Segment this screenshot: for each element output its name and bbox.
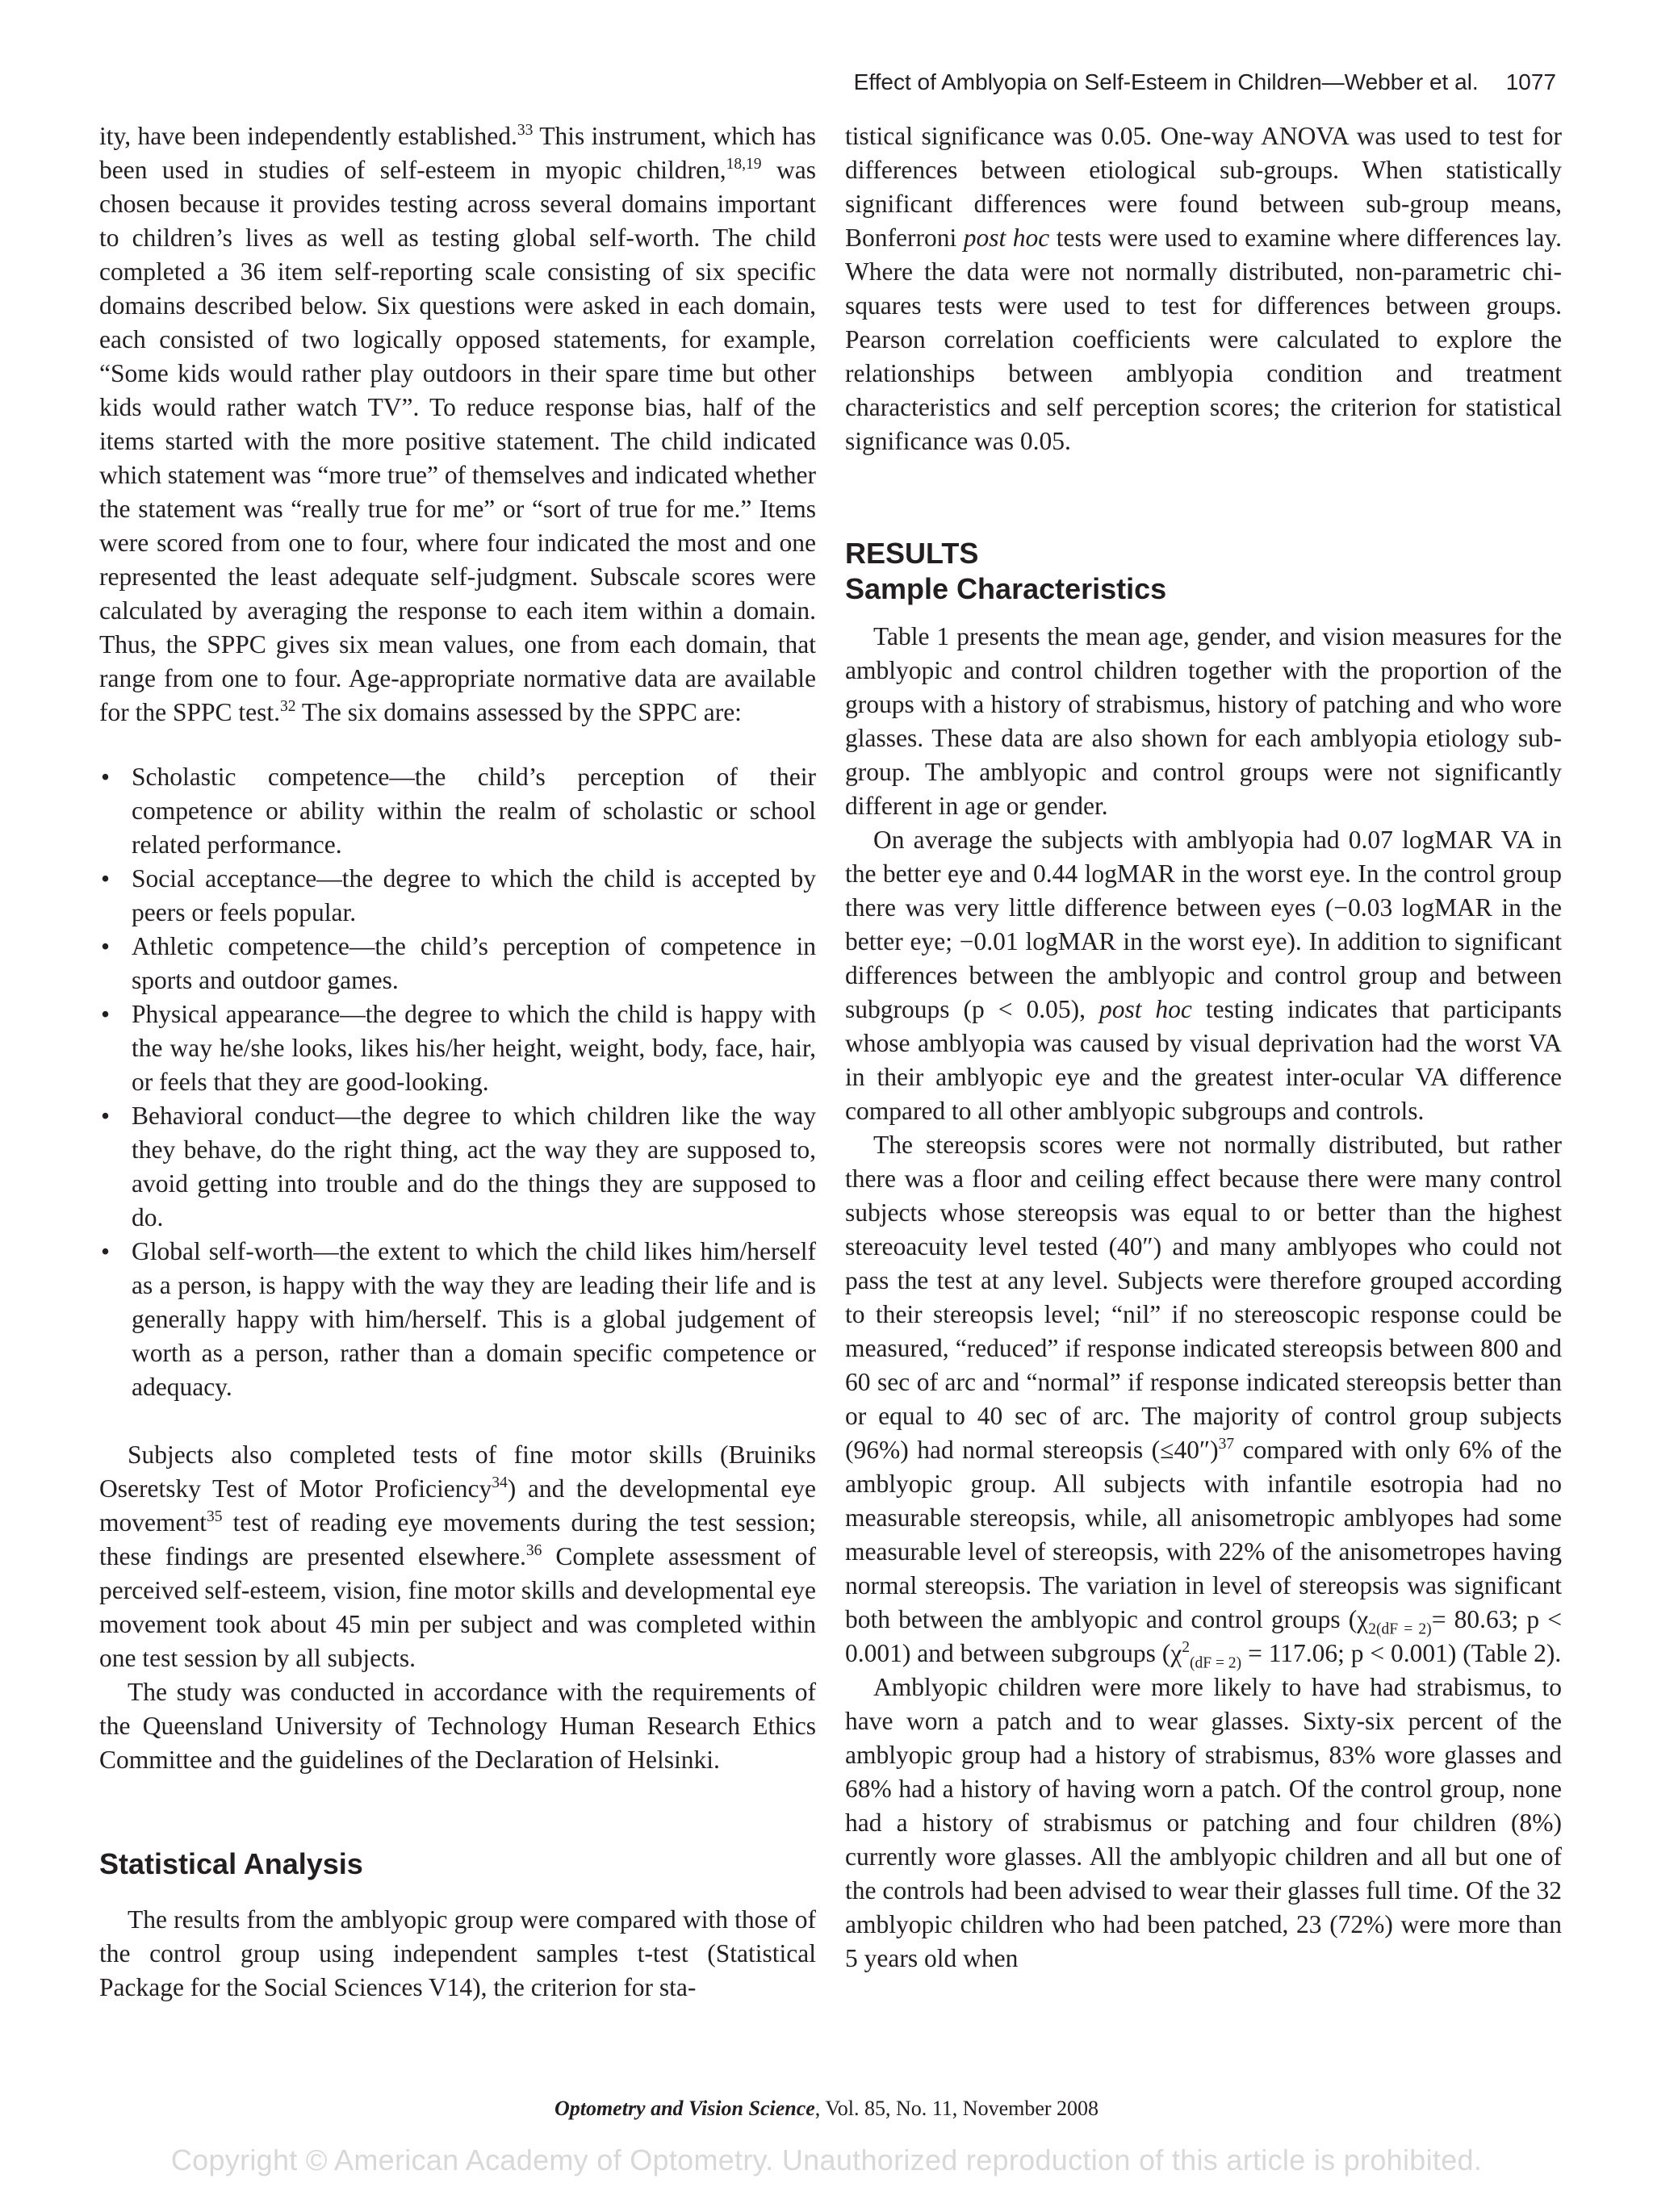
citation-ref: 34	[492, 1474, 508, 1491]
page-number: 1077	[1505, 69, 1556, 94]
citation-ref: 35	[206, 1507, 223, 1525]
journal-citation: , Vol. 85, No. 11, November 2008	[814, 2097, 1099, 2120]
list-item: • Athletic competence—the child’s perception of competence in sports and outdoor games.	[99, 930, 816, 997]
journal-name: Optometry and Vision Science	[554, 2097, 815, 2120]
paragraph-statistics: The results from the amblyopic group were compared with those of the control group using independent samples t-test (Statistical Package for the Social Sciences V14), the criterion for sta-	[99, 1905, 816, 2001]
list-item: • Behavioral conduct—the degree to which children like the way they behave, do the right thing, act the way they are supposed to, avoid getting into trouble and do the things they are supposed to do.	[99, 1099, 816, 1235]
paragraph-statistics-continued: tistical significance was 0.05. One-way ANOVA was used to test for differences between etiological sub-groups. When statistically significant differences were found between sub-group means, Bonferroni post hoc tests were used to examine where differences lay. Where the data were not normally distributed, non-parametric chi-squares tests were used to test for differences between groups. Pearson correlation coefficients were calculated to explore the relationships between amblyopia condition and treatment characteristics and self perception scores; the criterion for statistical significance was 0.05.	[845, 122, 1562, 455]
paragraph-ethics: The study was conducted in accordance with the requirements of the Queensland University of Technology Human Research Ethics Committee and the guidelines of the Declaration of Helsinki.	[99, 1678, 816, 1774]
paragraph-sppc-description: ity, have been independently established.$^{33}$ This instrument, which has been used in studies of self-esteem in myopic children,$^{18,19}$ was chosen because it provides testing across several domains important to children’s lives as well as testing global self-worth. The child completed a 36 item self-reporting scale consisting of six specific domains described below. Six questions were asked in each domain, each consisted of two logically opposed statements, for example, “Some kids would rather play outdoors in their spare time but other kids would rather watch TV”. To reduce response bias, half of the items started with the more positive statement. The child indicated which statement was “more true” of themselves and indicated whether the statement was “really true for me” or “sort of true for me.” Items were scored from one to four, where four indicated the most and one represented the least adequate self-judgment. Subscale scores were calculated by averaging the response to each item within a domain. Thus, the SPPC gives six mean values, one from each domain, that range from one to four. Age-appropriate normative data are available for the SPPC test.$^{32}$ The six domains assessed by the SPPC are:	[99, 121, 816, 726]
copyright-watermark: Copyright © American Academy of Optometry. Unauthorized reproduction of this article is prohibited.	[170, 2143, 1483, 2176]
paragraph-visual-acuity: On average the subjects with amblyopia had 0.07 logMAR VA in the better eye and 0.44 logMAR in the worst eye. In the control group there was very little difference between eyes (−0.03 logMAR in the better eye; −0.01 logMAR in the worst eye). In addition to significant differences between the amblyopic and control group and between subgroups (p < 0.05), post hoc testing indicates that participants whose amblyopia was caused by visual deprivation had the worst VA in their amblyopic eye and the greatest inter-ocular VA difference compared to all other amblyopic subgroups and controls.	[845, 826, 1562, 1125]
list-item: • Social acceptance—the degree to which the child is accepted by peers or feels popular.	[99, 862, 816, 930]
section-heading-results: RESULTS	[845, 537, 979, 570]
running-title: Effect of Amblyopia on Self-Esteem in Children—Webber et al.	[853, 69, 1479, 94]
citation-ref: 36	[525, 1541, 542, 1559]
paragraph-strabismus-patching: Amblyopic children were more likely to have had strabismus, to have worn a patch and to wear glasses. Sixty-six percent of the amblyopic group had a history of strabismus, 83% wore glasses and 68% had a history of having worn a patch. Of the control group, none had a history of strabismus or patching and four children (8%) currently wore glasses. All the amblyopic children and all but one of the controls had been advised to wear their glasses full time. Of the 32 amblyopic children who had been patched, 23 (72%) were more than 5 years old when	[845, 1673, 1562, 1972]
paragraph-stereopsis: The stereopsis scores were not normally distributed, but rather there was a floor and ceiling effect because there were many control subjects whose stereopsis was equal to or better than the highest stereoacuity level tested (40″) and many amblyopes who could not pass the test at any level. Subjects were therefore grouped according to their stereopsis level; “nil” if no stereoscopic response could be measured, “reduced” if response indicated stereopsis between 800 and 60 sec of arc and “normal” if response indicated stereopsis better than or equal to 40 sec of arc. The majority of control group subjects (96%) had normal stereopsis (≤40″)$^{37}$ compared with only 6% of the amblyopic group. All subjects with infantile esotropia had no measurable stereopsis, while, all anisometropic amblyopes had some measurable level of stereopsis, with 22% of the anisometropes having normal stereopsis. The variation in level of stereopsis was significant both between the amblyopic and control groups ($\chi_{2(dF = 2)}= 80.63$; p < 0.001) and between subgroups ($\chi^2_{(dF = 2)} = 117.06$; p < 0.001) (Table 2).	[845, 1131, 1562, 1672]
journal-footer	[0, 2097, 1653, 2121]
paragraph-table1-summary: Table 1 presents the mean age, gender, and vision measures for the amblyopic and control children together with the proportion of the groups with a history of strabismus, history of patching and who wore glasses. These data are also shown for each amblyopia etiology sub-group. The amblyopic and control groups were not significantly different in age or gender.	[845, 622, 1562, 820]
paragraph-other-tests: Subjects also completed tests of fine motor skills (Bruiniks Oseretsky Test of Motor Proficiency$^{34}$) and the developmental eye movement$^{35}$ test of reading eye movements during the test session; these findings are presented elsewhere.$^{36}$ Complete assessment of perceived self-esteem, vision, fine motor skills and developmental eye movement took about 45 min per subject and was completed within one test session by all subjects.	[99, 1441, 816, 1672]
citation-ref: 32	[280, 697, 296, 715]
list-item: • Physical appearance—the degree to which the child is happy with the way he/she looks, likes his/her height, weight, body, face, hair, or feels that they are good-looking.	[99, 997, 816, 1099]
list-item: • Scholastic competence—the child’s perception of their competence or ability within the realm of scholastic or school related performance.	[99, 760, 816, 862]
section-heading-statistical-analysis: Statistical Analysis	[99, 1847, 363, 1880]
citation-ref: 18,19	[726, 155, 762, 173]
running-head	[97, 69, 1556, 95]
citation-ref: 37	[1218, 1435, 1235, 1453]
domain-list	[99, 760, 816, 1404]
citation-ref: 33	[517, 121, 534, 139]
list-item: • Global self-worth—the extent to which the child likes him/herself as a person, is happy with the way they are leading their life and is generally happy with him/herself. This is a global judgement of worth as a person, rather than a domain specific competence or adequacy.	[99, 1235, 816, 1404]
left-column	[99, 119, 816, 2005]
section-heading-sample-characteristics: Sample Characteristics	[845, 572, 1167, 605]
right-column	[845, 119, 1562, 1976]
